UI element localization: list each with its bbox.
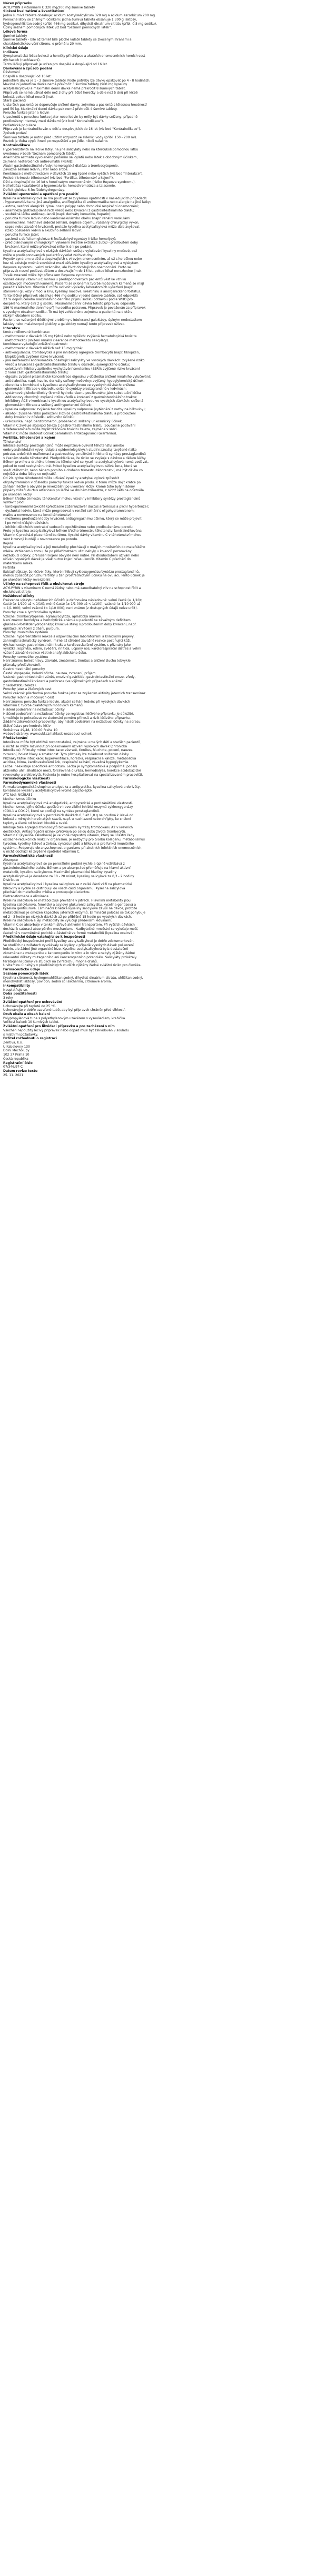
section-text-line: Uchovávejte v dobře uzavřené tubě, aby byl přípravek chráněn před vlhkostí.	[3, 1008, 126, 1012]
section-text-line: acidóza, kóma, kardiovaskulární šok, respirační selhání, závažná hypoglykemie.	[3, 760, 130, 765]
section-text-line: - methotrexát v dávkách 15 mg týdně nebo vyšších: zvýšená hematologická toxicita	[3, 334, 137, 338]
section-text-line: z nedostatku železa).	[3, 683, 37, 687]
section-text-line: Poruchy imunitního systému	[3, 631, 48, 635]
section-text-line: Vitamin C se absorbuje v tenkém střevě aktivním transportem. Při vyšších dávkách	[3, 923, 135, 927]
section-text-line: Dávkování	[3, 70, 20, 75]
section-text-line: Během prvního a druhého trimestru těhotenství se kyselina acetylsalicylová nemá podávat,	[3, 460, 149, 464]
section-text-line: Kyselina salicylová a její metabolity se vylučují především ledvinami.	[3, 919, 112, 923]
section-text-line: Nefrolitiáza (oxalátová) a hyperoxalurie; hemochromatóza a talasemie.	[3, 184, 116, 188]
section-text-line: - selektivní inhibitory zpětného vychytávání serotoninu (SSRI): zvýšené riziko krvácení	[3, 367, 140, 371]
section-text-line: - kardiopulmonální toxicitě (předčasné zúžení/uzávěr ductus arteriosus a plicní hypertenze);	[3, 505, 149, 509]
section-text-line: Tento léčivý přípravek obsahuje 466 mg sodíku v jedné šumivé tabletě, což odpovídá	[3, 293, 138, 298]
section-text-line: po ukončení léčby reverzibilní.	[3, 578, 52, 582]
section-text-line: dýchací cesty, gastrointestinální trakt a kardiovaskulární systém, s příznaky jako	[3, 643, 131, 647]
section-text-line: případy zúžení ductus arteriosus po léčbě ve druhém trimestru, z nichž většina odezněla	[3, 489, 144, 493]
section-text-line: poradit s lékařem. Vitamin C může ovlivnit výsledky laboratorních vyšetření (např.	[3, 286, 133, 290]
document-section	[3, 67, 313, 144]
section-heading: Farmakodynamické vlastnosti	[3, 781, 56, 785]
section-text-line: Inhibuje také agregaci trombocytů blokováním syntézy tromboxanu A2 v krevních	[3, 825, 133, 829]
section-text-line: Akutní gastrointestinální vředy; hemoragická diatéza a trombocytopenie.	[3, 164, 119, 168]
section-text-line: Kyselina salicylová se metabolizuje převážně v játrech. Hlavními metabolity jsou	[3, 898, 131, 902]
section-text-line: - inhibitory ACE v kombinaci s kyselinou acetylsalicylovou ve vysokých dávkách: snížená	[3, 399, 143, 403]
section-heading: Dávkování a způsob podání	[3, 66, 52, 70]
section-text-line: Porucha funkce jater a ledvin	[3, 111, 50, 115]
section-text-line: Biotransformace a eliminace	[3, 895, 49, 899]
document-section	[3, 935, 313, 968]
section-text-line: sepse nebo závažné krvácení), protože kyselina acetylsalicylová může dále zvyšovat	[3, 225, 140, 229]
section-text-line: Umožňuje to pokračovat ve sledování poměru přínosů a rizik léčivého přípravku.	[3, 716, 131, 720]
section-text-line: Farmakoterapeutická skupina: analgetika a antipyretika, kyselina salicylová a deriváty,	[3, 785, 141, 789]
document-section	[3, 972, 313, 984]
section-text-line: Děti a dospívající do 16 let s horečnatým onemocněním (riziko Reyeova syndromu).	[3, 180, 136, 184]
section-text-line: mateřského mléka.	[3, 562, 34, 566]
document-section	[3, 327, 313, 436]
section-text-line: - urikosurika, např. benzbromaron, probenecid: snížený urikosurický účinek.	[3, 420, 123, 424]
section-text-line: Kyselina acetylsalicylová v nízkých dávkách snižuje vylučování kyseliny močové, což	[3, 249, 137, 253]
document-section	[3, 736, 313, 777]
section-text-line: - antidiabetika, např. inzulin, deriváty sulfonylmočoviny: zvýšený hypoglykemický účinek;	[3, 379, 145, 383]
section-text-line: hydrogenuhličitan sodný (přibl. 466 mg sodíku), dihydrát dinatrium-citrátu (přibl. 0,5 mg sodíku).	[3, 22, 157, 26]
section-heading: Zvláštní opatření pro uchovávání	[3, 1000, 62, 1004]
section-text-line: Není známo: porucha funkce ledvin, akutní selhání ledvin; při vysokých dávkách	[3, 699, 130, 704]
section-text-line: Vitamin C prochází placentární bariérou. Vysoké dávky vitaminu C v těhotenství mohou	[3, 533, 142, 537]
section-text-line: - methotrexát v dávkách nižších než 15 mg týdně;	[3, 347, 83, 351]
section-text-line: Není známo: hemolýza a hemolytická anémie u pacientů se závažným deficitem	[3, 618, 131, 623]
document-section	[3, 992, 313, 1000]
section-text-line: časté (≥ 1/100 až < 1/10); méně časté (≥ 1/1 000 až < 1/100); vzácné (≥ 1/10 000 až	[3, 602, 141, 606]
section-heading: Zvláštní upozornění a opatření pro použití	[3, 192, 78, 196]
section-text-line: Kyselina acetylsalicylová i kyselina salicylová se z velké části váží na plazmatické	[3, 882, 132, 886]
section-text-line: - možnému prodloužení doby krvácení, antiagregačnímu účinku, který se může projevit	[3, 517, 142, 521]
section-heading: Předávkování	[3, 736, 27, 741]
section-text-line: 3 roky	[3, 996, 13, 1000]
section-text-line: ledvin, ale žádné jiné organické léze. Kyselina acetylsalicylová byla dostatečně	[3, 947, 129, 951]
section-text-line: snaží otěhotnět, nebo během prvního a druhého trimestru těhotenství, má být dávka co	[3, 468, 143, 472]
section-text-line: Vysoké dávky vitaminu C mohou u predisponovaných pacientů vést ke vzniku	[3, 277, 126, 281]
section-heading: Seznam pomocných látek	[3, 971, 49, 976]
section-text-line: Kombinace s methotrexátem v dávkách 15 mg týdně nebo vyšších (viz bod "Interakce").	[3, 172, 144, 176]
section-text-line: Kyselina citronová, hydrogenuhličitan sodný, dihydrát dinatrium-citrátu, uhličitan sodný,	[3, 976, 143, 980]
section-text-line: Hypersenzitivita na léčivé látky, na jiné salicyláty nebo na kteroukoli pomocnou látku	[3, 147, 139, 151]
section-text-line: Česká republika	[3, 1057, 28, 1061]
section-text-line: Tento léčivý přípravek je určen pro dospělé a dospívající od 16 let.	[3, 62, 108, 66]
section-text-line: - kyselina valproová: zvýšená toxicita kyseliny valproové (vytěsnění z vazby na bílkoviny);	[3, 407, 146, 411]
section-text-line: Žádáme zdravotnické pracovníky, aby hlásili podezření na nežádoucí účinky na adresu:	[3, 720, 142, 724]
section-text-line: Vitamin C může snižovat účinek perorálních antikoagulancií (warfarinu).	[3, 432, 117, 436]
document-section	[3, 968, 313, 972]
section-text-line: Kyselina acetylsalicylová se po perorálním podání rychle a úplně vstřebává z	[3, 862, 125, 866]
section-heading: Farmaceutické údaje	[3, 968, 41, 972]
section-text-line: klopidogrel): zvýšené riziko krvácení;	[3, 354, 64, 359]
section-text-line: onemocnění, městnavé srdeční selhání, deplece objemu, rozsáhlý chirurgický výkon,	[3, 220, 140, 225]
document-section	[3, 1061, 313, 1069]
section-text-line: Dolní Měcholupy	[3, 1049, 29, 1053]
section-heading: Název přípravku	[3, 2, 33, 5]
section-text-line: Šumivé tablety - bílé až téměř bílé ploché kulaté tablety se zkosenými hranami a	[3, 38, 132, 42]
section-text-line: webové stránky: www.sukl.cz/nahlasit-nezadouci-ucinek	[3, 732, 92, 736]
section-text-line: glukóza-6-fosfátdehydrogenázy; krvácivé stavy s prodloužením doby krvácení, např.	[3, 622, 137, 626]
section-text-line: vředů a krvácení z gastrointestinálního traktu v důsledku synergického účinku;	[3, 362, 130, 367]
section-text-line: Pacienti se vzácnými dědičnými problémy s intolerancí galaktózy, úplným nedostatkem	[3, 318, 142, 322]
section-text-line: i po velmi nízkých dávkách;	[3, 521, 49, 525]
section-text-line: methotrexátu (snížení renální clearance methotrexátu salicyláty).	[3, 338, 110, 342]
section-text-line: U vitaminu C nebyly v předklinických studiích zjištěny žádné zvláštní riziko pro člověka.	[3, 964, 142, 968]
section-text-line: bolesti, pokud lékař neurčí jinak.	[3, 95, 55, 99]
document-section	[3, 1069, 313, 1077]
section-text-line: s místními požadavky.	[3, 1032, 38, 1037]
section-text-line: Kontraindikované kombinace:	[3, 330, 50, 334]
section-text-line: - digoxin: zvýšení plazmatické koncentrace digoxinu v důsledku snížení renálního vylučování;	[3, 375, 151, 379]
section-text-line: - alkohol: zvýšené riziko poškození sliznice gastrointestinálního traktu a prodloužení	[3, 411, 136, 415]
section-text-line: kyselina gentisurová. Eliminační kinetika kyseliny salicylové závisí na dávce, protože	[3, 907, 137, 911]
section-text-line: acetylsalicylové je dosaženo za 10 - 20 minut, kyseliny salicylové za 0,3 - 2 hodiny.	[3, 874, 135, 878]
section-text-line: U starších pacientů se doporučuje snížení dávky, zejména u pacientů s tělesnou hmotností	[3, 103, 147, 107]
section-text-line: < 1/1 000); velmi vzácné (< 1/10 000); není známo (z dostupných údajů nelze určit).	[3, 606, 138, 611]
section-text-line: Úplný seznam pomocných látek viz bod "Seznam pomocných látek".	[3, 26, 112, 30]
section-text-line: Hlášení podezření na nežádoucí účinky	[3, 708, 65, 712]
section-text-line: Časté: dyspepsie, bolesti břicha, nauzea, zvracení, průjem.	[3, 671, 97, 675]
section-text-line: Fertilita	[3, 565, 15, 570]
section-heading: Zvláštní opatření pro likvidaci přípravku a pro zacházení s ním	[3, 1025, 115, 1029]
section-text-line: Velmi vzácné: přechodná porucha funkce jater se zvýšením aktivity jaterních transamináz.	[3, 692, 147, 696]
section-text-line: Mechanismus účinku	[3, 797, 36, 801]
section-text-line: Šrobárova 49/48, 100 00 Praha 10	[3, 728, 58, 732]
section-text-line: Všechen nepoužitý léčivý přípravek nebo odpad musí být zlikvidován v souladu	[3, 1028, 129, 1032]
section-text-line: Šumivou tabletu je nutno před užitím rozpustit ve sklenici vody (přibl. 150 - 200 ml).	[3, 135, 137, 139]
section-text-line: (COX-1 a COX-2), které se podílejí na syntéze prostaglandinů.	[3, 809, 100, 814]
section-text-line: Státní ústav pro kontrolu léčiv	[3, 724, 51, 728]
section-text-line: Šumivé tablety	[3, 34, 27, 38]
section-text-line: stanovení glukózy v moči a krvi, kyseliny močové, kreatininu a anorganického fosfátu).	[3, 290, 141, 294]
section-text-line: přípravek nesmí podávat dětem a dospívajícím do 16 let, pokud lékař nerozhodne jinak.	[3, 269, 143, 273]
section-text-line: ACYLPYRIN s vitaminem C 320 mg/200 mg šumivé tablety	[3, 5, 95, 9]
section-text-line: Přípravek je kontraindikován u dětí a dospívajících do 16 let (viz bod "Kontraindikace").	[3, 127, 141, 131]
section-text-line: Anamnéza astmatu vyvolaného podáním salicylátů nebo látek s obdobným účinkem,	[3, 156, 138, 160]
section-text-line: - antikoagulancia, trombolytika a jiné inhibitory agregace trombocytů (např. tiklopidin,	[3, 350, 140, 354]
section-heading: Fertilita, těhotenství a kojení	[3, 435, 55, 440]
section-text-line: Od 20. týdne těhotenství může užívání kyseliny acetylsalicylové způsobit	[3, 476, 119, 481]
section-text-line: dýchacích (nachlazení).	[3, 58, 41, 63]
section-text-line: uvedenou v bodě "Seznam pomocných látek".	[3, 151, 76, 156]
section-text-line: Reyeova syndromu, velmi vzácného, ale život ohrožujícího onemocnění. Proto se	[3, 265, 131, 269]
section-text-line: Poruchy jater a žlučových cest	[3, 687, 52, 692]
section-text-line: po ukončení léčby.	[3, 492, 33, 496]
section-text-line: mohou způsobit poruchu fertility u žen prostřednictvím účinku na ovulaci. Tento účinek je	[3, 574, 145, 578]
section-text-line: užívání vysokých dávek je však nutno kojení včas ukončit. Vitamin C přechází do	[3, 557, 131, 562]
section-heading: Doba použitelnosti	[3, 992, 37, 996]
section-text-line: Vzácné: gastrointestinální zánět, erozivní gastritida, gastrointestinální eroze, vředy,	[3, 675, 136, 680]
document-section	[3, 30, 313, 46]
document-section	[3, 2, 313, 9]
section-text-line: vitaminu C tvorba oxalátových močových kamenů.	[3, 704, 84, 708]
section-text-line: vystavit plod:	[3, 501, 25, 505]
section-text-line: - systémové glukokortikoidy (kromě hydrokortisonu používaného jako substituční léčba	[3, 391, 141, 395]
section-text-line: - jiná nesteroidní antirevmatika obsahující salicyláty ve vysokých dávkách: zvýšené riziko	[3, 359, 145, 363]
section-text-line: gastrointestinální krvácení a perforace (ve výjimečných případech s anémií	[3, 680, 123, 684]
section-text-line: Pomocné látky se známým účinkem: jedna šumivá tableta obsahuje 1 300 g laktosy,	[3, 17, 137, 22]
section-text-line: - pacienti s deficitem glukóza-6-fosfátdehydrogenázy (riziko hemolýzy);	[3, 237, 116, 241]
section-text-line: acetylsalicylové) a maximální denní dávka nemá překročit 8 šumivých tablet.	[3, 87, 126, 91]
section-text-line: zkoumána na mutagenitu a kancerogenitu in vitro a in vivo a nebyly zjištěny žádné	[3, 951, 135, 956]
section-heading: Držitel rozhodnutí o registraci	[3, 1037, 57, 1041]
section-text-line: doby krvácení v důsledku aditivního účinku;	[3, 415, 75, 420]
section-text-line: destičkách. Antiagregační účinek přetrvává po celou dobu života trombocytů.	[3, 829, 126, 834]
section-text-line: - hypersenzitivita na jiná analgetika, antiflogistika či antirevmatika nebo alergie na jiné látky;	[3, 200, 151, 205]
section-text-line: Léčba: neexistuje specifické antidotum. Léčba je symptomatická a podpůrná: podání	[3, 765, 137, 769]
section-text-line: oxidačně-redukčních reakcí v organismu. Je nezbytný pro tvorbu kolagenu, metabolismus	[3, 838, 145, 842]
section-text-line: - anamnéza gastroduodenálních vředů nebo krvácení z gastrointestinálního traktu;	[3, 208, 135, 212]
section-text-line: Velikost balení: 10 šumivých tablet.	[3, 1020, 60, 1025]
section-text-line: Vitamin C (kyselina askorbová) je ve vodě rozpustný vitamin, který se účastní řady	[3, 834, 135, 838]
section-text-line: glomerulární filtrace v důsledku snížené syntézy prostaglandinů v ledvinách;	[3, 387, 127, 391]
section-text-line: Kyselina acetylsalicylová a její metabolity přecházejí v malých množstvích do mateřského	[3, 545, 145, 550]
section-heading: Druh obalu a obsah balení	[3, 1012, 50, 1016]
section-text-line: kyselina salicylurová, fenolický a acylový glukuronid salicylátu, kyselina gentisová a	[3, 902, 136, 907]
section-text-line: Vitamin C zvyšuje absorpci železa z gastrointestinálního traktu. Současné podávání	[3, 423, 135, 428]
section-text-line: vést k rozvoji kurdějí u novorozence po porodu.	[3, 537, 78, 541]
section-text-line: matku a novorozence na konci těhotenství:	[3, 513, 72, 517]
section-text-line: Existují důkazy, že léčivé látky, které inhibují cyklooxygenázu/syntézu prostaglandinů,	[3, 570, 140, 574]
section-text-line: - souběžná léčba antikoagulancii (např. deriváty kumarinu, heparin);	[3, 212, 112, 217]
section-text-line: Absorpce	[3, 858, 18, 862]
section-text-line: Kyselina acetylsalicylová se má používat se zvýšenou opatrností v následujících případech:	[3, 196, 147, 200]
section-text-line: Frekvence výskytu nežádoucích účinků je definována následovně: velmi časté (≥ 1/10);	[3, 598, 142, 602]
section-text-line: glomerulární filtrace a snížený antihypertenzní účinek;	[3, 403, 92, 408]
section-text-line: Addisonovy choroby): zvýšené riziko vředů a krvácení z gastrointestinálního traktu;	[3, 395, 137, 399]
section-text-line: nejnižší a doba léčby co nejkratší.	[3, 472, 57, 476]
section-text-line: Trvalé zvracení může být příznakem Reyeova syndromu.	[3, 273, 93, 278]
document-section	[3, 781, 313, 854]
section-text-line: mléka. Vzhledem k tomu, že po příležitostném užití nebyly u kojenců pozorovány	[3, 550, 132, 554]
section-text-line: Přípravek se nemá užívat déle než 3 dny při léčbě horečky a déle než 5 dnů při léčbě	[3, 90, 138, 95]
section-text-line: Vzácné: trombocytopenie, agranulocytóza, aplastická anémie.	[3, 614, 102, 618]
section-text-line: Proto je kyselina acetylsalicylová během třetího trimestru těhotenství kontraindikována.	[3, 529, 143, 533]
section-text-line: embryonální/fetální vývoj. Údaje z epidemiologických studií naznačují zvýšené riziko	[3, 448, 137, 452]
section-text-line: ATC kód: N02BA51	[3, 793, 33, 797]
section-text-line: metabolit, kyselinu salicylovou. Maximální plazmatické hladiny kyseliny	[3, 870, 117, 874]
section-heading: Klinické údaje	[3, 46, 28, 50]
document-section	[3, 1037, 313, 1061]
document-section	[3, 144, 313, 192]
section-text-line: pod 50 kg. Maximální denní dávka pak nemá překročit 4 šumivé tablety.	[3, 107, 117, 111]
section-text-line: částečně v nezměněné podobě a částečně ve formě metabolitů (kyselina oxalová).	[3, 931, 135, 935]
document-section	[3, 1012, 313, 1025]
section-text-line: přechází do mateřského mléka a prostupuje placentou.	[3, 890, 91, 895]
section-text-line: charakteristickou vůní citronu, o průměru 20 mm.	[3, 42, 82, 46]
section-text-line: gastrointestinálního traktu. Během a po absorpci se přeměňuje na hlavní aktivní	[3, 866, 131, 870]
section-text-line: aktivního uhlí, alkalizace moči, forsírovaná diuréza, hemodialýza, korekce acidobazické	[3, 768, 141, 773]
document-section	[3, 594, 313, 736]
section-heading: Léková forma	[3, 30, 27, 34]
section-text-line: Není známo: bolest hlavy, závratě, zmatenost, tinnitus a snížení sluchu (obvykle	[3, 659, 131, 663]
section-text-line: od 2 - 3 hodin po nízkých dávkách až po přibližně 15 hodin po vysokých dávkách.	[3, 915, 132, 919]
section-text-line: krvácení, které může přetrvávat několik dní po podání.	[3, 245, 92, 249]
section-text-line: Distribuce	[3, 878, 19, 883]
section-text-line: Předklinický bezpečnostní profil kyseliny acetylsalicylové je dobře zdokumentován.	[3, 939, 135, 944]
section-text-line: Intoxikace může být obtížně rozpoznatelná, zejména u malých dětí a starších pacientů,	[3, 740, 142, 744]
section-text-line: 186 % maximálního denního příjmu sodíku potravou. Přípravek je považován za přípravek	[3, 306, 146, 310]
section-text-line: teratogenní účinky ve studiích na zvířatech u mnoha druhů.	[3, 959, 98, 964]
document-section	[3, 854, 313, 935]
section-text-line: Jednotlivá dávka je 1 - 2 šumivé tablety. Podle potřeby lze dávku opakovat po 4 - 8 hodinách.	[3, 78, 151, 83]
section-text-line: Během třetího trimestru těhotenství mohou všechny inhibitory syntézy prostaglandinů	[3, 496, 141, 501]
section-text-line: s deferoxaminem může zvýšit tkáňovou toxicitu železa, zejména v srdci.	[3, 428, 118, 432]
section-text-line: s vysokým obsahem sodíku. To má být zohledněno zejména u pacientů na dietě s	[3, 310, 132, 314]
document-section	[3, 436, 313, 582]
section-text-line: Příznaky těžké intoxikace: hyperventilace, horečka, respirační alkalóza, metabolická	[3, 756, 136, 760]
section-text-line: Kojení	[3, 541, 13, 545]
section-text-line: bez ní, existuje možná souvislost mezi užíváním kyseliny acetylsalicylové a výskytem	[3, 261, 139, 265]
section-text-line: Inhibice syntézy prostaglandinů může nepříznivě ovlivnit těhotenství a/nebo	[3, 444, 124, 448]
section-text-line: - před plánovaným chirurgickým výkonem (včetně extrakce zubu) - prodloužení doby	[3, 241, 138, 245]
section-heading: Farmakokinetické vlastnosti	[3, 854, 54, 858]
section-heading: Účinky na schopnost řídit a obsluhovat stroje	[3, 582, 84, 586]
document-section	[3, 1000, 313, 1012]
document-section	[3, 984, 313, 992]
section-text-line: oxalátových močových kamenů. Pacienti se sklonem k tvorbě močových kamenů se mají	[3, 281, 144, 286]
section-text-line: Ve studiích na zvířatech vyvolávaly salicyláty v případě vysokých dávek poškození	[3, 943, 134, 947]
document-section	[3, 46, 313, 50]
section-text-line: Jedna šumivá tableta obsahuje: acidum acetylsalicylicum 320 mg a acidum ascorbicum 200 mg.	[3, 14, 156, 18]
section-text-line: epistaxe, krvácení z dásní, purpura.	[3, 626, 60, 631]
section-text-line: ACYLPYRIN s vitaminem C nemá žádný nebo má zanedbatelný vliv na schopnost řídit a	[3, 586, 141, 590]
section-text-line: - inhibici děložních kontrakcí vedoucí k opožděnému nebo prodlouženému porodu.	[3, 525, 134, 529]
section-text-line: tyrosinu, kyseliny listové a železa, syntézu lipidů a bílkovin a pro funkci imunitního	[3, 841, 134, 846]
section-text-line: Starší pacienti	[3, 99, 26, 103]
section-text-line: U Kabelovny 130	[3, 1044, 30, 1049]
section-text-line: Roztok je třeba vypít ihned po rozpuštění a po jídle, nikoli nalačno.	[3, 139, 108, 144]
section-text-line: vzácně závažné reakce včetně anafylaktického šoku.	[3, 651, 87, 655]
section-heading: Registrační číslo	[3, 1061, 33, 1065]
section-heading: Nežádoucí účinky	[3, 594, 35, 598]
section-heading: Inkompatibility	[3, 983, 31, 988]
section-heading: Interakce	[3, 326, 21, 330]
section-heading: Farmakologické vlastnosti	[3, 777, 50, 781]
section-text-line: Gastrointestinální poruchy	[3, 667, 45, 671]
section-text-line: oligohydramnion v důsledku poruchy funkce ledvin plodu. K tomu může dojít krátce po	[3, 480, 141, 484]
document-section	[3, 1025, 313, 1037]
section-text-line: Kyselina acetylsalicylová v perorálních dávkách 0,3 až 1,0 g se používá k úlevě od	[3, 813, 134, 817]
section-text-line: u nichž se může rozvinout při opakovaném užívání vysokých dávek (chronická	[3, 744, 127, 748]
section-text-line: obsluhovat stroje.	[3, 590, 32, 594]
section-text-line: Způsob podání	[3, 131, 27, 135]
section-heading: Předklinické údaje vztahující se k bezpečnosti	[3, 935, 85, 939]
section-text-line: Polypropylenová tuba s polyethylenovým uzávěrem s vysoušedlem, krabička.	[3, 1016, 126, 1020]
section-text-line: bolesti a mírných horečnatých stavů, např. u nachlazení nebo chřipky, ke snížení	[3, 817, 131, 822]
section-text-line: U pacientů s poruchou funkce jater nebo ledvin by měly být dávky sníženy, případně	[3, 115, 138, 119]
document-section	[3, 582, 313, 594]
section-text-line: - dysfunkci ledvin, která může progredovat v renální selhání s oligohydramnionem;	[3, 509, 135, 513]
section-text-line: příznaky předávkování).	[3, 663, 42, 667]
section-text-line: Reyeův syndrom: u dětí a dospívajících s virovým onemocněním, ať už s horečkou nebo	[3, 257, 142, 261]
section-text-line: nežádoucí účinky, přerušení kojení obvykle není nutné. Při dlouhodobém užívání nebo	[3, 553, 140, 557]
section-text-line: - porucha funkce ledvin nebo kardiovaskulárního oběhu (např. renální vaskulární	[3, 217, 131, 221]
section-text-line: riziko poškození ledvin a akutního selhání ledvin;	[3, 229, 83, 233]
section-text-line: dospělého, který činí 2 g sodíku. Maximální denní dávka tohoto přípravku odpovídá	[3, 302, 135, 306]
section-text-line: z horní části gastrointestinálního traktu;	[3, 371, 68, 375]
section-text-line: Těhotenství	[3, 440, 22, 444]
section-text-line: nízkým obsahem sodíku.	[3, 314, 42, 318]
section-text-line: teploty a úlevě od bolesti kloubů a svalů.	[3, 822, 68, 826]
section-text-line: Dospělí a dospívající od 16 let:	[3, 74, 52, 78]
section-text-line: Hlášení podezření na nežádoucí účinky po registraci léčivého přípravku je důležité.	[3, 712, 134, 716]
section-text-line: Poruchy ledvin a močových cest	[3, 695, 54, 699]
section-text-line: Poruchy krve a lymfatického systému	[3, 610, 63, 614]
section-text-line: Mechanismus jejího účinku spočívá v ireverzibilní inhibici enzymů cyklooxygenázy	[3, 805, 133, 809]
section-text-line: dochází k saturaci absorpčního mechanismu. Nadbytečné množství se vylučuje močí,	[3, 927, 139, 931]
section-text-line: Zentiva, k.s.	[3, 1041, 23, 1044]
section-text-line: monohydrát laktosy, povidon, sodná sůl sacharinu, citronové aroma.	[3, 980, 112, 984]
section-text-line: Uchovávejte při teplotě do 25 °C.	[3, 1004, 56, 1008]
section-text-line: - porucha funkce jater;	[3, 232, 39, 237]
section-text-line: Poslední trimestr těhotenství (viz bod "Fertilita, těhotenství a kojení").	[3, 176, 114, 180]
section-text-line: Vzácné: hypersenzitivní reakce s odpovídajícími laboratorními a klinickými projevy,	[3, 635, 135, 639]
section-heading: Složení kvalitativní a kvantitativní	[3, 9, 65, 14]
section-text-line: Pediatrická populace	[3, 123, 36, 127]
section-text-line: 102 37 Praha 10	[3, 1053, 29, 1057]
section-text-line: laktázy nebo malabsorpcí glukózy a galaktózy nemají tento přípravek užívat.	[3, 322, 125, 326]
section-text-line: Maximální jednotlivá dávka nemá překročit 3 šumivé tablety (960 mg kyseliny	[3, 83, 127, 87]
section-text-line: 25. 11. 2021	[3, 1073, 24, 1077]
section-text-line: metabolismus je omezen kapacitou jaterních enzymů. Eliminační poločas se tak pohybuje	[3, 911, 145, 915]
section-text-line: Symptomatická léčba bolesti a horečky při chřipce a akutních onemocněních horních cest	[3, 54, 145, 58]
section-text-line: 23 % doporučeného maximálního denního příjmu sodíku potravou podle WHO pro	[3, 298, 133, 302]
section-text-line: Závažné selhání ledvin, jater nebo srdce.	[3, 168, 68, 172]
section-text-line: zahrnující astmatický syndrom, mírné až středně závažné reakce postihující kůži,	[3, 638, 132, 643]
section-text-line: Kombinace vyžadující zvláštní opatrnost:	[3, 342, 68, 347]
section-text-line: zejména nesteroidních antirevmatik (NSAID).	[3, 160, 75, 164]
section-text-line: bílkoviny a rychle se distribuují do všech částí organismu. Kyselina salicylová	[3, 886, 125, 890]
section-text-line: může u predisponovaných pacientů vyvolat záchvat dny.	[3, 253, 93, 257]
section-text-line: zahájení léčby a obvykle je reverzibilní po ukončení léčby. Kromě toho byly hlášeny	[3, 484, 135, 489]
document-section	[3, 192, 313, 327]
section-text-line: Kyselina acetylsalicylová má analgetické, antipyretické a protizánětlivé vlastnosti.	[3, 801, 133, 805]
section-text-line: pokud to není nezbytně nutné. Pokud kyselinu acetylsalicylovou užívá žena, která se	[3, 464, 137, 468]
section-text-line: u nichž dochází ke zvýšené spotřebě vitaminu C.	[3, 850, 81, 854]
section-text-line: 07/346/97-C	[3, 1065, 23, 1069]
section-text-line: - astma, sezónní alergická rýma, nosní polypy nebo chronické respirační onemocnění;	[3, 204, 139, 208]
section-text-line: potratu, srdečních malformací a gastroschízy po užívání inhibitorů syntézy prostaglandinů	[3, 452, 146, 456]
section-heading: Kontraindikace	[3, 144, 31, 148]
section-text-line: Neuplatňuje se.	[3, 988, 28, 992]
section-text-line: rovnováhy a elektrolytů. Pacienta je nutno hospitalizovat na specializovaném pracovišti.	[3, 773, 143, 777]
section-heading: Indikace	[3, 50, 18, 54]
section-text-line: Deficit glukóza-6-fosfátdehydrogenázy.	[3, 188, 65, 192]
section-text-line: relevantní důkazy mutagenního ani kancerogenního potenciálu. Salicyláty prokázaly	[3, 955, 137, 959]
document-section	[3, 9, 313, 30]
section-text-line: intoxikace). Příznaky mírné intoxikace: závratě, tinnitus, hluchota, pocení, nauzea,	[3, 748, 134, 753]
document-section	[3, 50, 313, 67]
section-text-line: zvracení, bolest hlavy a zmatenost. Tyto příznaky lze zvládnout snížením dávky.	[3, 752, 130, 756]
section-text-line: kombinace kyseliny acetylsalicylové kromě psycholeptik.	[3, 789, 94, 793]
section-text-line: - diuretika v kombinaci s kyselinou acetylsalicylovou ve vysokých dávkách: snížená	[3, 383, 135, 387]
section-text-line: systému. Podporuje obranyschopnost organismu při akutních infekčních onemocněních,	[3, 846, 143, 850]
section-heading: Datum revize textu	[3, 1069, 38, 1073]
section-text-line: v časném stadiu těhotenství. Předpokládá se, že riziko se zvyšuje s dávkou a délkou léčby.	[3, 456, 146, 460]
section-text-line: vyrážka, kopřivka, edém, svědění, rinitida, ucpaný nos, kardiorespirační distres a velmi	[3, 647, 141, 651]
section-text-line: Poruchy nervového systému	[3, 655, 48, 659]
document-section	[3, 777, 313, 781]
section-text-line: prodlouženy intervaly mezi dávkami (viz bod "Kontraindikace").	[3, 119, 104, 123]
